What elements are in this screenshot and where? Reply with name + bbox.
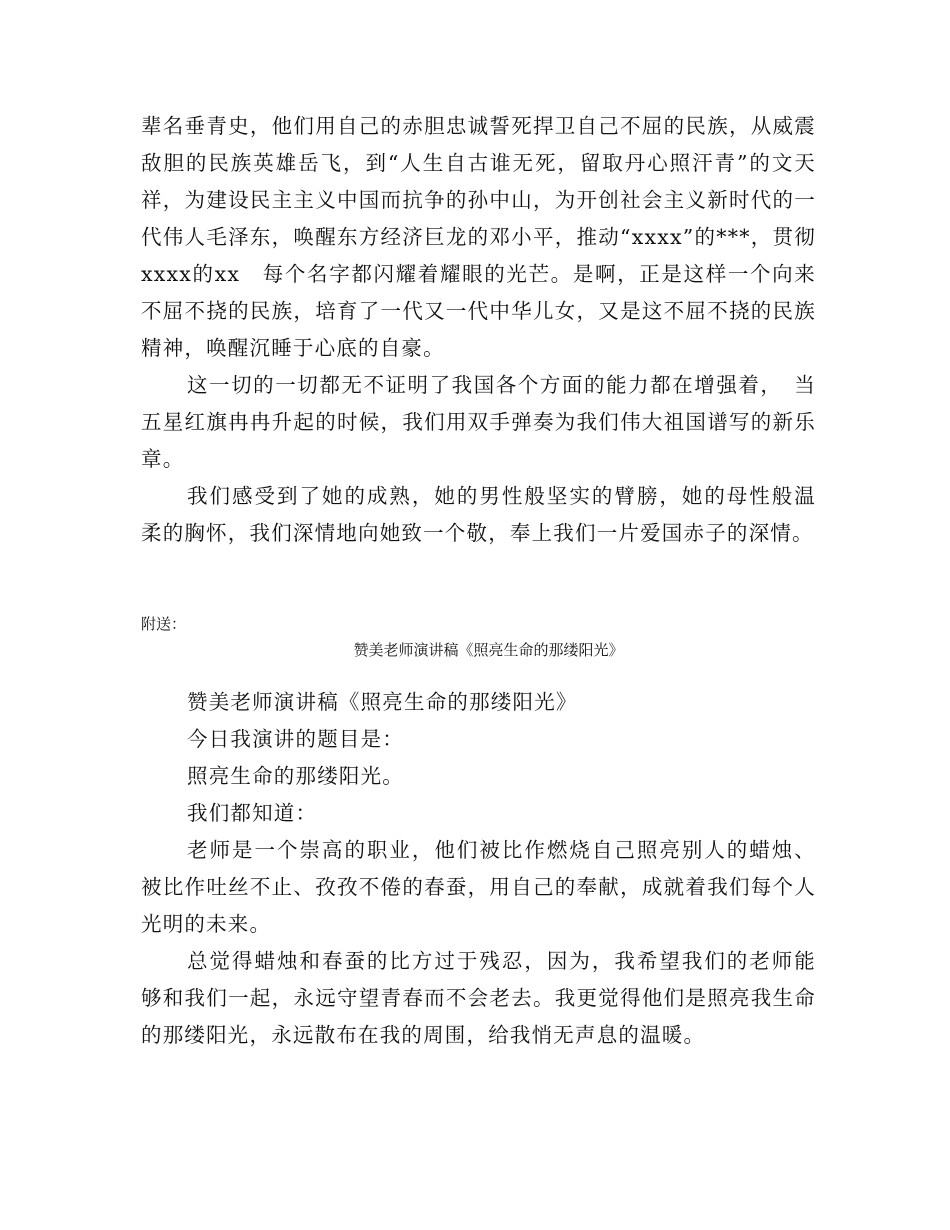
paragraph-abilities: 这一切的一切都无不证明了我国各个方面的能力都在增强着， 当五星红旗冉冉升起的时候，我们用双手弹奏为我们伟大祖国谱写的新乐章。 <box>141 373 816 471</box>
speech-topic: 照亮生命的那缕阳光。 <box>187 764 404 788</box>
speech-title: 赞美老师演讲稿《照亮生命的那缕阳光》 <box>187 690 578 714</box>
attachment-title: 赞美老师演讲稿《照亮生命的那缕阳光》 <box>353 641 624 659</box>
speech-topic-intro: 今日我演讲的题目是： <box>187 727 404 751</box>
top-section <box>141 108 816 552</box>
attachment-label: 附送： <box>141 615 187 633</box>
speech-we-know: 我们都知道： <box>187 801 318 825</box>
paragraph-teacher-profession: 老师是一个崇高的职业，他们被比作燃烧自己照亮别人的蜡烛、被比作吐丝不止、孜孜不倦的春蚕，用自己的奉献，成就着我们每个人光明的未来。 <box>141 838 816 936</box>
paragraph-heroes: 辈名垂青史，他们用自己的赤胆忠诚誓死捍卫自己不屈的民族，从威震敌胆的民族英雄岳飞，到“人生自古谁无死，留取丹心照汗青”的文天祥，为建设民主主义中国而抗争的孙中山，为开创社会主义新时代的一代伟人毛泽东，唤醒东方经济巨龙的邓小平，推动“xxxx”的***，贯彻xxxx的xx 每个名字都闪耀着耀眼的光芒。是啊，正是这样一个向来不屈不挠的民族，培育了一代又一代中华儿女，又是这不屈不挠的民族精神，唤醒沉睡于心底的自豪。 <box>141 114 816 360</box>
paragraph-motherland: 我们感受到了她的成熟，她的男性般坚实的臂膀，她的母性般温柔的胸怀，我们深情地向她致一个敬，奉上我们一片爱国赤子的深情。 <box>141 484 816 545</box>
paragraph-sunshine: 总觉得蜡烛和春蚕的比方过于残忍，因为，我希望我们的老师能够和我们一起，永远守望青春而不会老去。我更觉得他们是照亮我生命的那缕阳光，永远散布在我的周围，给我悄无声息的温暖。 <box>141 949 816 1047</box>
speech-section <box>141 684 816 1054</box>
